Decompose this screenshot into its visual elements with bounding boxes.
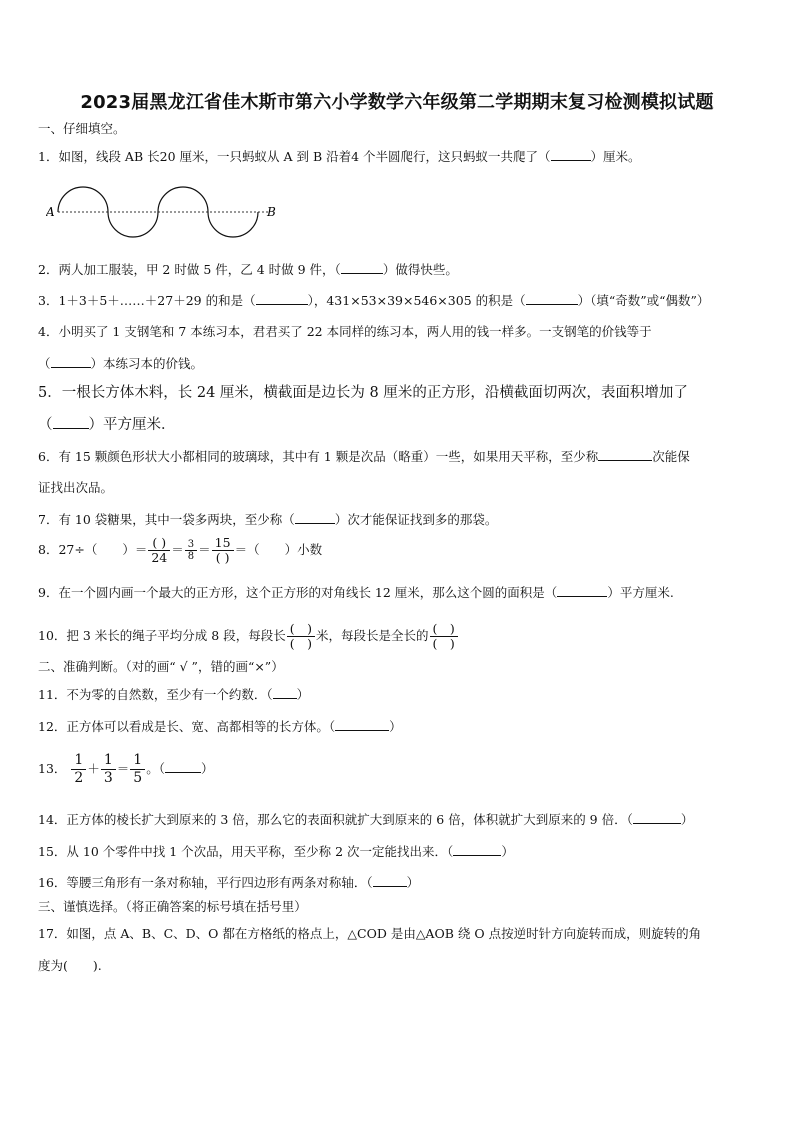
question-text: 等腰三角形有一条对称轴，平行四边形有两条对称轴．（ [66,875,373,890]
question-number: 11． [38,687,67,702]
question-17-line-2: 度为( ). [38,958,102,973]
question-4-line-2 [38,355,203,372]
question-12 [38,718,402,735]
question-tail: ）（填“奇数”或“偶数”） [577,293,710,308]
fraction-one-third [101,752,116,787]
question-tail: ） [389,719,402,734]
question-text-middle: ），431×53×39×546×305 的积是（ [307,293,526,308]
question-tail: ） [501,844,514,859]
question-tail: ）平方厘米. [607,585,674,600]
fraction-blank-over-24 [148,536,170,565]
question-number: 4． [38,324,59,339]
question-number: 5． [38,385,62,401]
question-text: 如图，点 A、B、C、D、O 都在方格纸的格点上，△COD 是由△AOB 绕 O 点按逆时针方向旋转而成，则旋转的角 [66,926,702,941]
question-15 [38,843,514,860]
fraction-denominator: ( ) [289,636,312,651]
question-number: 9． [38,585,59,600]
question-5 [38,385,688,401]
question-13 [38,752,213,787]
answer-blank[interactable] [295,511,335,524]
fraction-portion-blank[interactable] [430,622,458,651]
fraction-numerator: 1 [101,752,116,770]
fraction-length-blank[interactable] [287,622,315,651]
question-text: 小明买了 1 支钢笔和 7 本练习本，君君买了 22 本同样的练习本，两人用的钱一样多。一支钢笔的价钱等于 [58,324,652,339]
question-2 [38,261,458,278]
question-text: 如图，线段 AB 长20 厘米，一只蚂蚁从 A 到 B 沿着4 个半圆爬行，这只蚂蚁一共爬了（ [58,149,551,164]
fraction-denominator: 2 [74,770,84,786]
answer-blank[interactable] [53,416,89,429]
question-14 [38,811,693,828]
section-heading-multiple-choice: 三、谨慎选择。（将正确答案的标号填在括号里） [38,899,307,914]
fraction-one-fifth [130,752,145,787]
equals-sign: ＝ [198,542,211,557]
page-title: 2023届黑龙江省佳木斯市第六小学数学六年级第二学期期末复习检测模拟试题 [80,92,714,113]
answer-blank-1[interactable] [256,292,308,305]
fraction-numerator: 1 [71,752,86,770]
fraction-denominator[interactable]: ( ) [215,550,230,565]
question-tail: ） [296,687,310,702]
question-tail: ）平方厘米． [88,417,176,433]
fraction-one-half [71,752,86,787]
question-text: 27÷（ ）＝ [58,542,148,557]
fraction-numerator: ( ) [430,622,458,637]
question-number: 10． [38,628,67,643]
question-6-line-2: 证找出次品。 [38,480,114,495]
question-3 [38,292,709,309]
question-5-line-2 [38,416,176,433]
fraction-denominator: 24 [151,550,168,565]
answer-blank-2[interactable] [526,292,578,305]
fraction-numerator[interactable]: ( ) [148,536,170,551]
question-tail: ）次才能保证找到多的那袋。 [334,512,498,527]
question-16 [38,874,419,891]
question-number: 13． [38,761,67,776]
question-number: 8． [38,542,59,557]
fraction-denominator: 5 [133,770,143,786]
semicircle-arc-2 [108,212,158,237]
question-1 [38,148,641,165]
question-tail: ）本练习本的价钱。 [90,356,204,371]
answer-blank[interactable] [598,448,652,461]
question-text: 有 15 颗颜色形状大小都相同的玻璃球，其中有 1 颗是次品（略重）一些，如果用天平称，至少称 [58,449,599,464]
question-text-middle: 米，每段长是全长的 [315,628,429,643]
fraction-denominator: 8 [187,551,195,562]
question-tail: ＝（ ）小数 [234,542,323,557]
question-text: 从 10 个零件中找 1 个次品，用天平称，至少称 2 次一定能找出来．（ [66,844,454,859]
fraction-numerator: 1 [130,752,145,770]
question-number: 7． [38,512,59,527]
section-heading-fill-in: 一、仔细填空。 [38,121,126,136]
question-tail: ）厘米。 [590,149,641,164]
question-number: 17． [38,926,67,941]
open-paren: （ [38,417,53,433]
fraction-denominator: ( ) [432,636,455,651]
question-number: 2． [38,262,59,277]
question-text: 一根长方体木料，长 24 厘米，横截面是边长为 8 厘米的正方形，沿横截面切两次，表面积增加了 [61,385,688,401]
question-number: 1． [38,149,59,164]
equals-sign: ＝ [171,542,184,557]
question-number: 14． [38,812,67,827]
open-paren: （ [38,356,51,371]
section-heading-judgement: 二、准确判断。（对的画“ √ ”，错的画“×”） [38,659,284,674]
question-number: 15． [38,844,67,859]
answer-blank[interactable] [335,718,389,731]
question-8 [38,536,322,565]
question-17 [38,926,701,942]
plus-sign: ＋ [87,761,100,776]
question-text: 把 3 米长的绳子平均分成 8 段，每段长 [66,628,286,643]
equals-sign: ＝ [116,761,130,776]
semicircle-arc-1 [58,187,108,212]
answer-blank[interactable] [551,148,591,161]
question-number: 16． [38,875,67,890]
answer-blank[interactable] [165,760,201,773]
question-text: 1＋3＋5＋……＋27＋29 的和是（ [58,293,256,308]
fraction-numerator: 3 [185,539,197,551]
semicircle-path-figure [46,183,286,243]
fraction-numerator: ( ) [287,622,315,637]
question-9 [38,584,674,601]
question-tail: ） [200,761,214,776]
fraction-15-over-blank [212,536,234,565]
answer-blank[interactable] [453,843,501,856]
question-text: 在一个圆内画一个最大的正方形，这个正方形的对角线长 12 厘米，那么这个圆的面积是（ [58,585,558,600]
semicircle-arc-4 [208,212,258,237]
question-text: 有 10 袋糖果，其中一袋多两块，至少称（ [58,512,295,527]
question-tail: ）做得快些。 [382,262,458,277]
fraction-3-over-8 [185,539,197,562]
question-11 [38,686,309,703]
question-number: 3． [38,293,59,308]
answer-blank[interactable] [341,261,383,274]
question-7 [38,511,497,528]
semicircle-arc-3 [158,187,208,212]
question-4 [38,324,652,340]
question-number: 12． [38,719,67,734]
fraction-numerator: 15 [212,536,234,551]
answer-blank[interactable] [633,811,681,824]
question-text: 两人加工服装，甲 2 时做 5 件，乙 4 时做 9 件，（ [58,262,341,277]
question-tail: ） [680,812,694,827]
question-tail: 次能保 [652,449,690,464]
question-text: 正方体的棱长扩大到原来的 3 倍，那么它的表面积就扩大到原来的 6 倍，体积就扩大到原来的 9 倍．（ [66,812,633,827]
question-10 [38,622,459,651]
point-a-label: A [46,205,55,219]
answer-blank[interactable] [51,355,91,368]
question-text: 不为零的自然数，至少有一个约数．（ [66,687,273,702]
question-number: 6． [38,449,59,464]
question-text: 正方体可以看成是长、宽、高都相等的长方体。（ [66,719,336,734]
point-b-label: B [267,205,276,219]
question-tail: ） [406,875,420,890]
answer-blank[interactable] [273,686,297,699]
fraction-denominator: 3 [103,770,113,786]
open-paren: 。（ [146,761,165,776]
answer-blank[interactable] [557,584,607,597]
question-6 [38,448,690,465]
answer-blank[interactable] [373,874,407,887]
